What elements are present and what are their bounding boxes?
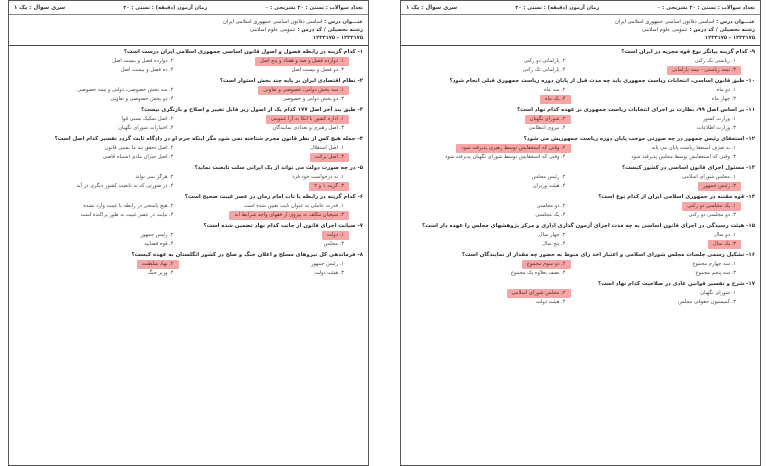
answer-option[interactable] [185,260,356,269]
question-item [9,75,368,104]
answer-option[interactable] [185,173,356,182]
answer-option-label: ۳. دو فصل و بیست اصل [291,67,344,73]
answer-option-label: ۴. ده فصل و بیست اصل [120,67,174,73]
answer-options [406,202,755,220]
answer-option[interactable] [14,95,185,104]
answer-option-label: ۱. دو سال [714,232,736,238]
question-text: ۱۰- طبق قانون اساسی، انتخابات ریاست جمهوری باید چه مدت قبل از پایان دوره ریاست جمهوری قبلی انجام شود؟ [449,78,755,84]
question-counts: تعداد سوالات : تستی : ۲۰ تشریحی : ۰ [265,4,363,11]
answer-option[interactable] [406,66,577,75]
answer-option-label: ۲. اصل تمکیک نسبی قوا [121,116,174,122]
course-title: اساسی دقانون اساسی جمهوری اسلامی ایران [222,19,323,25]
question-item [401,191,760,220]
answer-option-label: ۱. دوازده فصل و صد و هفتاد و پنج اصل [255,57,349,66]
answer-option-label: ۲. رئیس مجلس [531,174,566,180]
answer-option[interactable] [406,298,577,307]
answer-option-correct[interactable] [577,66,748,75]
answer-option-label: ۲. شورای نگهبان [525,115,571,124]
question-item [401,46,760,75]
answer-option-correct[interactable] [185,86,356,95]
answer-option-label: ۲. هیچ پاسخی در رابطه با غیبت وارد نشده [83,203,174,209]
answer-option-label: ۳. یک سال [708,240,741,249]
question-text: ۸- فرماندهی کل نیروهای مسلح و اعلان جنگ و صلح در کشور انگلستان به عهده کیست؟ [131,252,363,258]
question-item [9,46,368,75]
course-label: عنـــوان درس : [716,19,755,25]
answer-options [14,144,363,162]
answer-options [406,260,755,278]
question-series: سری سوال : یک ۱ [14,4,66,11]
exam-duration: زمان آزمون (دقیقه) : تستی : ۲۰ [123,4,208,11]
answer-option-label: ۳. کمیسیون حقوقی مجلس [678,299,736,305]
sheet-header [401,1,760,15]
answer-option[interactable] [14,124,185,133]
answer-option-correct[interactable] [406,95,577,104]
answer-option-label: ۳. شیعیان مکلف به پیروی از فقهای واجد شرایط اند [229,211,349,220]
answer-option[interactable] [577,211,748,220]
course-title: اساسی دقانون اساسی جمهوری اسلامی ایران [614,19,715,25]
answer-option-correct[interactable] [406,144,577,153]
answer-option[interactable] [406,124,577,133]
question-text: ۱۷- شرح و تفسیر قوانین عادی در صلاحیت کدام نهاد است؟ [597,281,755,287]
answer-option-label: ۱. سه چهارم مجموع [692,261,736,267]
answer-option-correct[interactable] [577,240,748,249]
answer-option-label: ۴. قوه قضاییه [144,241,174,247]
answer-option-label: ۱. شورای نگهبان [700,290,736,296]
answer-option-label: ۴. هیئت وزیران [532,183,566,189]
question-text: ۶- کدام گزینه در رابطه با تاب امام زمان در عصر غیبت صحیح است؟ [184,194,363,200]
field-name: عمومی علوم اسلامی [250,27,296,33]
answer-option-label: ۴. وقتی که استعفایش توسط شورای نگهبان پذیرفته شود [445,154,566,160]
question-text: ۹- کدام گزینه بیانگر نوع قوه مجریه در ایران است؟ [621,49,755,55]
answer-option-label: ۴. پنج سال [542,241,566,247]
answer-option-correct[interactable] [185,153,356,162]
question-text: ۵- در چه صورت دولت می تواند از یک ایرانی سلب تابعیت نماید؟ [194,165,363,171]
answer-option-correct[interactable] [185,57,356,66]
answer-option[interactable] [577,269,748,278]
answer-option-correct[interactable] [406,260,577,269]
answer-option[interactable] [14,202,185,211]
answer-option[interactable] [14,86,185,95]
answer-option-label: ۱. به درخواست خود فرد [292,174,344,180]
course-label: عنـــوان درس : [324,19,363,25]
answer-option[interactable] [185,144,356,153]
answer-option-label: ۴. هیئت دولت [535,299,566,305]
answer-options [406,86,755,104]
answer-option-label: ۳. مجلس [323,241,344,247]
answer-option-label: ۳. چهار ماه [711,96,736,102]
question-text: ۱۵- هیئت رسیدگی در اجرای قانون اساسی به چه مدت اجرای آزمون گذاری اداری و مرکز پژوهشهای مجلس را عهده دار است؟ [422,223,755,229]
answer-option[interactable] [185,202,356,211]
answer-option[interactable] [14,173,185,182]
answer-options [14,57,363,75]
field-label: رشته تحصیلی / کد درس : [297,27,363,33]
question-item [9,104,368,133]
answer-option-label: ۲. دو سوم مجموع [522,260,571,269]
answer-option-label: ۲. نهاد سلطنت [137,260,179,269]
question-series: سری سوال : یک ۱ [406,4,458,11]
answer-option[interactable] [14,57,185,66]
answer-option-label: ۲. دوازده فصل و بیست اصل [112,58,174,64]
answer-option[interactable] [406,182,577,191]
question-item [401,220,760,249]
answer-option-label: ۳. هیئت دولت [314,270,344,276]
answer-option-correct[interactable] [14,260,185,269]
answer-option-label: ۲. سه بخش خصوصی، دولتی و بیمه خصوصی [77,87,174,93]
answer-options [14,202,363,220]
question-item [9,191,368,220]
answer-option-label: ۴. نیروی انتظامی [528,125,566,131]
question-text: ۱۱- بر اساس اصل ۹۹، نظارت بر اجرای انتخابات ریاست جمهوری بر عهده کدام نهاد است؟ [517,107,755,113]
answer-option-label: ۱. قدرت عاملی به عنوان نایب تعیین شده است [244,203,344,209]
answer-options [406,289,755,307]
answer-option[interactable] [577,153,748,162]
answer-option[interactable] [14,211,185,220]
answer-option-correct[interactable] [577,182,748,191]
answer-option-label: ۱. اداره کشور با اتکا به آرا عمومی [266,115,349,124]
answer-option[interactable] [14,231,185,240]
answer-option-label: ۳. دو مجلسی دو رکنی [688,212,736,218]
question-item [401,133,760,162]
course-code: ۱۲۳۳۱۷۵ - ۱۲۳۳۱۷۵ [312,35,363,41]
answer-option-label: ۴. اختیارات شورای نگهبان [118,125,174,131]
answer-options [406,57,755,75]
question-item [9,133,368,162]
answer-option[interactable] [185,240,356,249]
answer-option[interactable] [185,269,356,278]
answer-option[interactable] [577,115,748,124]
answer-option-label: ۱. رئیس جمهور [310,261,344,267]
answer-option[interactable] [577,95,748,104]
answer-option[interactable] [577,173,748,182]
answer-option[interactable] [185,95,356,104]
question-item [9,220,368,249]
answer-option-label: ۱. ریاستی تک رکنی [694,58,736,64]
question-item [9,162,368,191]
answer-option-label: ۱. اصل استقلال [310,145,344,151]
answer-options [14,86,363,104]
answer-option[interactable] [406,173,577,182]
answer-options [406,144,755,162]
answer-option[interactable] [185,124,356,133]
field-name: عمومی علوم اسلامی [642,27,688,33]
answer-option-label: ۳. سه پنجم مجموع [695,270,736,276]
answer-option[interactable] [14,144,185,153]
exam-sheet-left [8,0,369,466]
question-item [401,162,760,191]
answer-option-correct[interactable] [185,182,356,191]
answer-options [14,231,363,249]
answer-option-label: ۴. نصف بعلاوه یک مجموع [510,270,566,276]
answer-option[interactable] [406,211,577,220]
answer-option-correct[interactable] [185,211,356,220]
question-item [401,75,760,104]
answer-option-label: ۲. وقتی که استعفایش توسط رهبری پذیرفته شود [456,144,570,153]
answer-option[interactable] [185,66,356,75]
question-list [401,46,760,307]
answer-option[interactable] [14,240,185,249]
answer-option[interactable] [577,86,748,95]
answer-option[interactable] [406,86,577,95]
answer-option-label: ۲. مجلس شورای اسلامی [507,289,571,298]
answer-option-correct[interactable] [406,115,577,124]
sheet-header [9,1,368,15]
exam-duration: زمان آزمون (دقیقه) : تستی : ۲۰ [515,4,600,11]
question-counts: تعداد سوالات : تستی : ۲۰ تشریحی : ۰ [657,4,755,11]
question-text: ۱- کدام گزینه در رابطه فصول و اصول قانون اساسی جمهوری اسلامی ایران درست است؟ [123,49,363,55]
answer-option[interactable] [577,124,748,133]
answer-option[interactable] [406,240,577,249]
answer-option-label: ۳. اصل رهبری و تعدادی نمایندگان [272,125,344,131]
question-text: ۱۴- قوه مقننه در جمهوری اسلامی ایران از کدام نوع است؟ [598,194,755,200]
answer-option-label: ۲. سه ماه [543,87,566,93]
answer-option-label: ۳. رئیس جمهور [698,182,741,191]
question-item [401,104,760,133]
answer-option-label: ۴. یک ماه [540,95,571,104]
answer-option-label: ۱. به صرف استعفا ریاست پایان می یابد [651,145,736,151]
question-item [401,278,760,307]
answer-option[interactable] [406,269,577,278]
answer-option-correct[interactable] [406,289,577,298]
answer-option[interactable] [577,289,748,298]
answer-option-label: ۳. دو بخش دولتی و خصوصی [282,96,344,102]
answer-option[interactable] [406,153,577,162]
field-label: رشته تحصیلی / کد درس : [689,27,755,33]
answer-option[interactable] [14,153,185,162]
answer-option[interactable] [577,57,748,66]
answer-option-label: ۴. پارلمانی تک رکنی [522,67,566,73]
answer-options [406,115,755,133]
answer-options [14,260,363,278]
answer-option-label: ۲. رئیس جمهور [140,232,174,238]
answer-option-label: ۳. گزینه ۱ و ۲ [309,182,349,191]
answer-option-label: ۲. پارلمانی دو رکنی [523,58,566,64]
course-code: ۱۲۳۳۱۷۵ - ۱۲۳۳۱۷۵ [704,35,755,41]
question-text: ۱۳- مسئول اجرای قانون اساسی در کشور کیست؟ [621,165,755,171]
answer-option[interactable] [577,144,748,153]
question-text: ۴- جمله هیچ کس از نظر قانون مجرم شناخته نمی شود مگر اینکه جرم او در دادگاه ثابت گردد تفسیر کدام اصل است؟ [54,136,363,142]
question-text: ۳- طبق بند آخر اصل ۱۷۷ کدام یک از اصول زیر قابل تغییر و اصلاح و بازنگری نیست؟ [141,107,363,113]
answer-option-label: ۲. اصل تحقق بند ما نسبی قانون [104,145,174,151]
answer-option-correct[interactable] [577,202,748,211]
answer-option-label: ۳. نیمه ریاستی - نیمه پارلمانی [667,66,741,75]
answer-option-label: ۴. نیابت در عصر غیبت به طور پراکنده است [80,212,174,218]
answer-option-label: ۲. چهار سال [538,232,566,238]
answer-option-correct[interactable] [185,231,356,240]
answer-option-label: ۴. دو بخش خصوصی و تعاونی [110,96,174,102]
answer-option[interactable] [14,66,185,75]
answer-option-label: ۳. اصل برائت [310,153,349,162]
question-text: ۷- صیانت اجرای قانون از جانب کدام نهاد تضمین شده است؟ [203,223,363,229]
answer-option-label: ۴. اصل جبران مادی اشتباه قاضی [102,154,174,160]
answer-options [14,115,363,133]
answer-option-label: ۱. مجلس شورای اسلامی [682,174,736,180]
question-item [9,249,368,278]
answer-option-label: ۲. هرگز نمی تواند [135,174,174,180]
answer-option[interactable] [406,202,577,211]
answer-option[interactable] [577,231,748,240]
answer-option[interactable] [406,57,577,66]
question-text: ۲- نظام اقتصادی ایران بر پایه چند بخش استوار است؟ [219,78,363,84]
answer-option-label: ۲. دو مجلسی [536,203,566,209]
answer-option[interactable] [577,298,748,307]
answer-option[interactable] [14,115,185,124]
answer-option-label: ۴. در صورتی که به تابعیت کشور دیگری در آید [76,183,174,189]
course-info [9,15,368,44]
answer-option[interactable] [406,231,577,240]
question-item [401,249,760,278]
answer-option-label: ۱. دو ماه [716,87,736,93]
answer-option-label: ۳. وقتی که استعفایش توسط مجلس پذیرفته شود [631,154,736,160]
answer-option-label: ۱. دولت [322,231,349,240]
question-list [9,46,368,278]
answer-options [14,173,363,191]
exam-sheet-right [400,0,761,466]
answer-option-label: ۴. یک مجلسی [535,212,566,218]
answer-options [406,173,755,191]
question-text: ۱۲- استعفای رئیس جمهور در چه صورتی موجب پایان دوره ریاست جمهوریش می شود؟ [523,136,755,142]
question-text: ۱۶- تشکیل رسمی جلسات مجلس شورای اسلامی و اعتبار اخذ رای منوط به حضور چه مقدار از نمایندگان است؟ [461,252,755,258]
answer-option[interactable] [14,182,185,191]
course-info [401,15,760,44]
answer-option-label: ۱. وزارت کشور [702,116,736,122]
answer-option[interactable] [577,260,748,269]
answer-option-label: ۳. وزارت اطلاعات [696,125,736,131]
answer-option[interactable] [14,269,185,278]
answer-options [406,231,755,249]
answer-option-correct[interactable] [185,115,356,124]
answer-option-label: ۴. وزیر جنگ [147,270,174,276]
answer-option-label: ۱. یک مجلسی دو رکنی [682,202,741,211]
answer-option-label: ۱. سه بخش دولتی، خصوصی و تعاونی [258,86,349,95]
